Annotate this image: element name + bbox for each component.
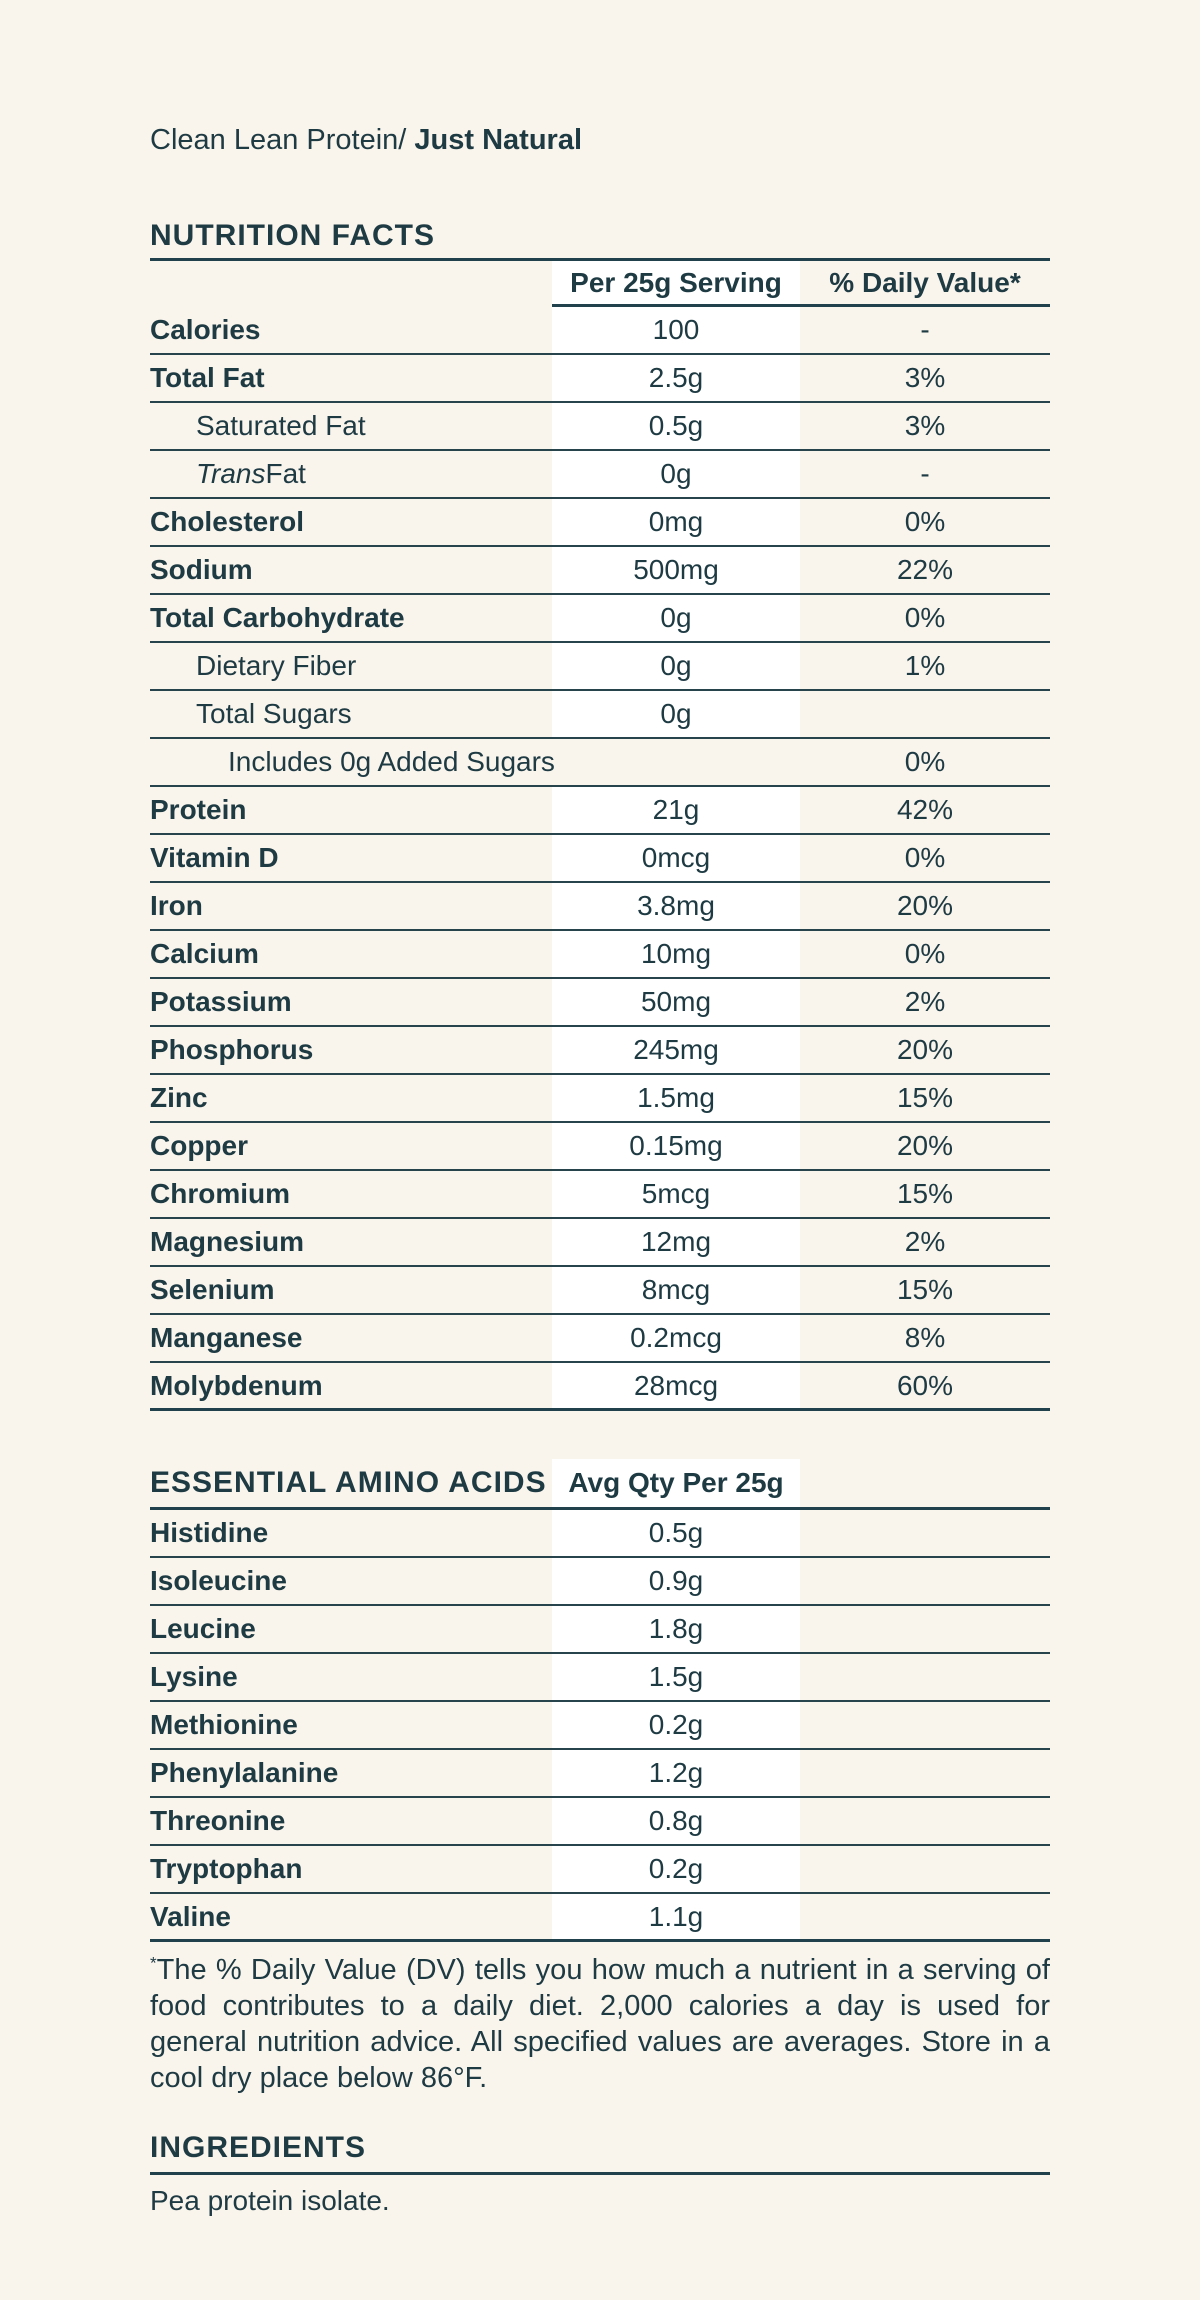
table-row [150,979,1050,1027]
table-row [150,1267,1050,1315]
row-serving-value: 2.5g [552,355,800,401]
table-row [150,739,1050,787]
row-daily-value [800,1798,1050,1844]
row-label: Tryptophan [150,1853,303,1884]
table-row [150,307,1050,355]
row-daily-value: 3% [904,410,946,441]
row-daily-value [800,1702,1050,1748]
row-serving-value: 1.1g [552,1894,800,1939]
row-label: Manganese [150,1322,303,1353]
row-serving-value: 1.8g [552,1606,800,1652]
row-label: Chromium [150,1178,290,1209]
row-serving-value [552,739,800,785]
row-daily-value: - [920,458,930,489]
row-label: Potassium [150,986,292,1017]
row-serving-value: 3.8mg [552,883,800,929]
row-daily-value: 2% [904,1226,946,1257]
row-label: Calories [150,314,261,345]
row-label: Iron [150,890,203,921]
amino-acids-heading: ESSENTIAL AMINO ACIDS [150,1466,547,1499]
product-name: Clean Lean Protein/ [150,124,407,156]
row-label: Leucine [150,1613,256,1644]
row-label: Sodium [150,554,253,585]
table-row [150,451,1050,499]
row-label: Lysine [150,1661,238,1692]
table-row [150,1606,1050,1654]
row-daily-value: 20% [896,1130,954,1161]
row-daily-value: 8% [904,1322,946,1353]
table-row [150,1027,1050,1075]
row-serving-value: 0g [552,643,800,689]
row-label: Selenium [150,1274,275,1305]
row-serving-value: 0.8g [552,1798,800,1844]
footnote-text: The % Daily Value (DV) tells you how much a nutrient in a serving of food contributes to a daily diet. 2,000 calories a day is used for general nutrition advice. All specified values are averages. Store in a cool dry place below 86°F. [150,1954,1050,2094]
row-label: Cholesterol [150,506,305,537]
row-daily-value [800,1750,1050,1796]
nutrition-facts-heading: NUTRITION FACTS [150,220,1050,261]
row-daily-value: 15% [896,1178,954,1209]
table-row [150,643,1050,691]
row-daily-value: 0% [904,842,946,873]
daily-value-footnote [150,1942,1050,2096]
nutrition-table-body [150,307,1050,1411]
row-daily-value: 20% [896,1034,954,1065]
row-serving-value: 12mg [552,1219,800,1265]
row-serving-value: 0mg [552,499,800,545]
row-serving-value: 1.5g [552,1654,800,1700]
row-daily-value: 15% [896,1274,954,1305]
row-daily-value: 0% [904,602,946,633]
row-label: Dietary Fiber [196,650,357,681]
row-daily-value: 22% [896,554,954,585]
row-label: Protein [150,794,247,825]
row-label: Molybdenum [150,1369,323,1401]
row-daily-value: 60% [896,1369,954,1401]
row-serving-value: 1.5mg [552,1075,800,1121]
table-row [150,1075,1050,1123]
row-label: Methionine [150,1709,298,1740]
table-row [150,403,1050,451]
row-label: Phosphorus [150,1034,314,1065]
row-serving-value: 0.2g [552,1702,800,1748]
table-row [150,1654,1050,1702]
label-panel [150,0,1050,2217]
table-row [150,1846,1050,1894]
row-serving-value: 0.9g [552,1558,800,1604]
amino-acids-header [150,1459,1050,1510]
table-row [150,1894,1050,1942]
table-row [150,1798,1050,1846]
row-label [150,451,552,497]
row-serving-value: 0.5g [552,1510,800,1556]
row-serving-value: 0.2mcg [552,1315,800,1361]
table-row [150,1219,1050,1267]
row-serving-value: 10mg [552,931,800,977]
amino-acids-table-body [150,1510,1050,1942]
row-serving-value: 0g [552,691,800,737]
row-daily-value: 0% [904,938,946,969]
row-label: Includes 0g Added Sugars [228,746,555,777]
row-serving-value: 0mcg [552,835,800,881]
header-spacer [800,1459,1050,1507]
row-label-text: Fat [265,458,306,489]
table-row [150,1171,1050,1219]
row-daily-value [800,1558,1050,1604]
row-label: Total Sugars [196,698,352,729]
row-daily-value: 0% [904,506,946,537]
column-header-daily-value: % Daily Value* [800,261,1050,307]
row-label: Zinc [150,1082,208,1113]
table-row [150,595,1050,643]
row-serving-value: 245mg [552,1027,800,1073]
table-row [150,1123,1050,1171]
table-row [150,835,1050,883]
row-daily-value [800,1606,1050,1652]
row-daily-value [800,1510,1050,1556]
row-label: Valine [150,1900,231,1932]
row-label: Threonine [150,1805,286,1836]
row-daily-value: 42% [896,794,954,825]
row-daily-value: 15% [896,1082,954,1113]
row-daily-value: 0% [904,746,946,777]
row-serving-value: 100 [552,307,800,353]
row-daily-value: - [920,314,930,345]
row-label: Phenylalanine [150,1757,339,1788]
table-row [150,1750,1050,1798]
row-serving-value: 500mg [552,547,800,593]
footnote-asterisk: * [150,1953,157,1973]
row-daily-value: 2% [904,986,946,1017]
row-daily-value: 3% [904,362,946,393]
row-serving-value: 0.5g [552,403,800,449]
row-label: Total Fat [150,362,265,393]
table-row [150,547,1050,595]
row-serving-value: 0.15mg [552,1123,800,1169]
column-header-avg-qty: Avg Qty Per 25g [552,1459,800,1507]
row-serving-value: 21g [552,787,800,833]
row-daily-value [800,1894,1050,1939]
row-label: Isoleucine [150,1565,287,1596]
table-row [150,691,1050,739]
row-daily-value [800,1654,1050,1700]
table-row [150,1363,1050,1411]
row-label: Copper [150,1130,248,1161]
header-spacer [150,261,552,307]
table-row [150,1315,1050,1363]
table-row [150,931,1050,979]
row-serving-value: 50mg [552,979,800,1025]
row-label: Saturated Fat [196,410,366,441]
row-daily-value [800,691,1050,737]
row-label: Total Carbohydrate [150,602,405,633]
row-serving-value: 0.2g [552,1846,800,1892]
row-serving-value: 8mcg [552,1267,800,1313]
row-label: Vitamin D [150,842,279,873]
row-label: Histidine [150,1517,269,1548]
row-daily-value: 1% [904,650,946,681]
row-serving-value: 28mcg [552,1363,800,1408]
table-row [150,883,1050,931]
product-variant: Just Natural [414,124,583,156]
row-serving-value: 0g [552,451,800,497]
page-title [150,0,1050,156]
row-label: Calcium [150,938,259,969]
table-row [150,1702,1050,1750]
row-serving-value: 0g [552,595,800,641]
ingredients-text: Pea protein isolate. [150,2185,390,2216]
table-row [150,787,1050,835]
table-row [150,499,1050,547]
row-label: Magnesium [150,1226,305,1257]
row-label-italic: Trans [196,458,266,489]
table-row [150,1558,1050,1606]
table-row [150,1510,1050,1558]
row-serving-value: 5mcg [552,1171,800,1217]
column-header-serving: Per 25g Serving [552,261,800,307]
row-daily-value [800,1846,1050,1892]
row-daily-value: 20% [896,890,954,921]
ingredients-heading: INGREDIENTS [150,2132,1050,2175]
nutrition-table-header [150,261,1050,307]
row-serving-value: 1.2g [552,1750,800,1796]
table-row [150,355,1050,403]
